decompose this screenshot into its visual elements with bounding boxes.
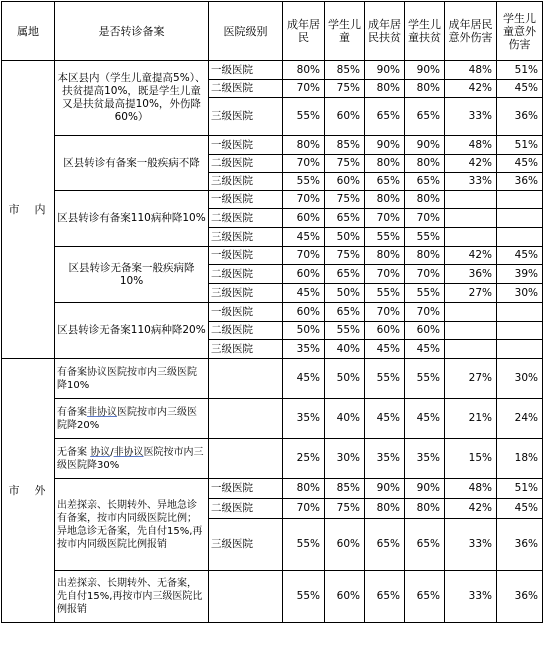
value-cell: 80% (365, 191, 405, 209)
value-cell: 33% (445, 98, 497, 136)
case-unfiled-general: 区县转诊无备案一般疾病降10% (55, 247, 209, 303)
value-cell: 65% (365, 173, 405, 191)
value-cell: 45% (497, 247, 543, 265)
value-cell: 55% (405, 228, 445, 247)
value-cell: 70% (365, 209, 405, 228)
header-adult-injury: 成年居民意外伤害 (445, 2, 497, 61)
value-cell: 85% (325, 136, 365, 155)
value-cell: 33% (445, 571, 497, 623)
value-cell: 21% (445, 399, 497, 439)
value-cell: 60% (283, 303, 325, 322)
value-cell: 27% (445, 284, 497, 303)
value-cell: 50% (283, 322, 325, 340)
value-cell: 80% (365, 499, 405, 519)
case-text: 无备案 (57, 446, 91, 458)
value-cell: 60% (325, 571, 365, 623)
value-cell: 42% (445, 499, 497, 519)
value-cell: 70% (405, 303, 445, 322)
level-cell: 一级医院 (209, 191, 283, 209)
case-text: 有备案 (57, 406, 87, 418)
case-out-agreement: 有备案协议医院按市内三级医院降10% (55, 359, 209, 399)
value-cell: 50% (325, 284, 365, 303)
value-cell: 70% (405, 209, 445, 228)
level-cell: 二级医院 (209, 265, 283, 284)
header-level: 医院级别 (209, 2, 283, 61)
level-cell: 一级医院 (209, 479, 283, 499)
table-row (2, 439, 543, 479)
value-cell: 60% (283, 209, 325, 228)
value-cell: 45% (405, 340, 445, 359)
table-row (2, 303, 543, 322)
value-cell: 80% (405, 247, 445, 265)
value-cell: 42% (445, 247, 497, 265)
level-cell-empty (209, 399, 283, 439)
value-cell: 55% (283, 571, 325, 623)
value-cell: 75% (325, 247, 365, 265)
value-cell: 35% (405, 439, 445, 479)
value-cell: 33% (445, 519, 497, 571)
case-text: 医院按市内三级医院降30% (57, 446, 204, 471)
value-cell: 45% (365, 340, 405, 359)
value-cell: 15% (445, 439, 497, 479)
value-cell (497, 209, 543, 228)
value-cell: 40% (325, 399, 365, 439)
value-cell: 75% (325, 155, 365, 173)
value-cell: 70% (283, 247, 325, 265)
value-cell: 70% (283, 499, 325, 519)
value-cell: 55% (365, 284, 405, 303)
value-cell: 24% (497, 399, 543, 439)
value-cell: 51% (497, 479, 543, 499)
table-row (2, 479, 543, 499)
value-cell: 80% (365, 155, 405, 173)
value-cell: 80% (405, 191, 445, 209)
value-cell: 25% (283, 439, 325, 479)
header-student-injury: 学生儿童意外伤害 (497, 2, 543, 61)
level-cell: 一级医院 (209, 247, 283, 265)
case-out-nonagreement (55, 399, 209, 439)
value-cell: 90% (365, 61, 405, 80)
value-cell: 70% (283, 155, 325, 173)
level-cell: 二级医院 (209, 499, 283, 519)
value-cell: 36% (497, 519, 543, 571)
value-cell (497, 228, 543, 247)
value-cell (497, 191, 543, 209)
value-cell: 75% (325, 191, 365, 209)
value-cell: 85% (325, 479, 365, 499)
value-cell: 60% (325, 98, 365, 136)
header-row (2, 2, 543, 61)
value-cell: 80% (365, 247, 405, 265)
value-cell: 80% (283, 479, 325, 499)
value-cell: 55% (283, 519, 325, 571)
value-cell: 65% (405, 519, 445, 571)
level-cell-empty (209, 439, 283, 479)
level-cell-empty (209, 359, 283, 399)
header-filing: 是否转诊备案 (55, 2, 209, 61)
table-row (2, 61, 543, 80)
value-cell: 65% (325, 303, 365, 322)
value-cell: 65% (325, 209, 365, 228)
value-cell: 45% (283, 284, 325, 303)
value-cell: 51% (497, 136, 543, 155)
value-cell: 36% (497, 98, 543, 136)
level-cell: 一级医院 (209, 136, 283, 155)
value-cell: 35% (283, 399, 325, 439)
header-student: 学生儿童 (325, 2, 365, 61)
table-row (2, 136, 543, 155)
value-cell: 36% (497, 571, 543, 623)
case-unfiled-110: 区县转诊无备案110病种降20% (55, 303, 209, 359)
value-cell: 70% (365, 265, 405, 284)
value-cell: 65% (405, 98, 445, 136)
value-cell: 90% (405, 136, 445, 155)
value-cell: 45% (497, 155, 543, 173)
value-cell: 65% (365, 571, 405, 623)
value-cell (445, 228, 497, 247)
value-cell: 30% (497, 284, 543, 303)
value-cell: 48% (445, 61, 497, 80)
value-cell: 90% (405, 61, 445, 80)
case-text-underlined: 非协议 (87, 406, 117, 418)
value-cell: 80% (405, 499, 445, 519)
value-cell: 65% (325, 265, 365, 284)
value-cell: 45% (283, 228, 325, 247)
case-text-underlined: 非协议 (113, 446, 144, 458)
level-cell: 一级医院 (209, 61, 283, 80)
value-cell: 48% (445, 136, 497, 155)
area-city-inner: 市 内 (2, 61, 55, 359)
value-cell: 39% (497, 265, 543, 284)
value-cell: 65% (405, 173, 445, 191)
value-cell: 65% (405, 571, 445, 623)
value-cell (445, 209, 497, 228)
case-in-county: 本区县内（学生儿童提高5%）、扶贫提高10%，既是学生儿童又是扶贫最高提10%，外伤降60%） (55, 61, 209, 136)
case-out-none (55, 439, 209, 479)
value-cell: 42% (445, 80, 497, 98)
value-cell: 90% (365, 136, 405, 155)
level-cell: 三级医院 (209, 228, 283, 247)
value-cell: 85% (325, 61, 365, 80)
value-cell: 70% (283, 191, 325, 209)
value-cell: 55% (405, 359, 445, 399)
value-cell (497, 303, 543, 322)
level-cell: 三级医院 (209, 284, 283, 303)
table-row (2, 571, 543, 623)
value-cell: 60% (405, 322, 445, 340)
case-filed-general: 区县转诊有备案一般疾病不降 (55, 136, 209, 191)
value-cell: 70% (405, 265, 445, 284)
value-cell: 80% (365, 80, 405, 98)
level-cell: 三级医院 (209, 98, 283, 136)
level-cell: 三级医院 (209, 340, 283, 359)
value-cell: 55% (283, 173, 325, 191)
value-cell: 90% (365, 479, 405, 499)
value-cell: 27% (445, 359, 497, 399)
value-cell (445, 191, 497, 209)
value-cell: 75% (325, 499, 365, 519)
value-cell: 70% (365, 303, 405, 322)
value-cell: 36% (445, 265, 497, 284)
value-cell: 50% (325, 228, 365, 247)
case-text: 医院按市内三级医院降20% (57, 406, 197, 431)
value-cell: 60% (365, 322, 405, 340)
value-cell: 45% (405, 399, 445, 439)
value-cell: 60% (325, 519, 365, 571)
table-row (2, 399, 543, 439)
value-cell: 45% (283, 359, 325, 399)
value-cell: 80% (405, 155, 445, 173)
case-filed-110: 区县转诊有备案110病种降10% (55, 191, 209, 247)
value-cell: 42% (445, 155, 497, 173)
value-cell (445, 303, 497, 322)
level-cell: 一级医院 (209, 303, 283, 322)
level-cell: 二级医院 (209, 155, 283, 173)
level-cell-empty (209, 571, 283, 623)
header-adult: 成年居民 (283, 2, 325, 61)
header-student-poor: 学生儿童扶贫 (405, 2, 445, 61)
table-row (2, 191, 543, 209)
table-row (2, 359, 543, 399)
level-cell: 三级医院 (209, 173, 283, 191)
value-cell: 33% (445, 173, 497, 191)
value-cell: 65% (365, 98, 405, 136)
value-cell (445, 322, 497, 340)
value-cell: 35% (283, 340, 325, 359)
level-cell: 二级医院 (209, 209, 283, 228)
case-out-travel-none: 出差探亲、长期转外、无备案，先自付15%,再按市内三级医院比例报销 (55, 571, 209, 623)
value-cell: 30% (325, 439, 365, 479)
case-text-underlined: 协议 (90, 446, 111, 458)
value-cell: 30% (497, 359, 543, 399)
value-cell: 50% (325, 359, 365, 399)
value-cell: 80% (283, 61, 325, 80)
table-row (2, 247, 543, 265)
value-cell (497, 322, 543, 340)
case-text: / (110, 446, 114, 458)
case-out-travel: 出差探亲、长期转外、异地急诊有备案，按市内同级医院比例；异地急诊无备案，先自付15%,再按市内同级医院比例报销 (55, 479, 209, 571)
value-cell: 55% (365, 359, 405, 399)
value-cell: 90% (405, 479, 445, 499)
value-cell: 55% (405, 284, 445, 303)
value-cell: 51% (497, 61, 543, 80)
value-cell: 45% (497, 499, 543, 519)
value-cell: 36% (497, 173, 543, 191)
area-city-outer: 市 外 (2, 359, 55, 623)
value-cell (445, 340, 497, 359)
value-cell (497, 340, 543, 359)
value-cell: 40% (325, 340, 365, 359)
value-cell: 18% (497, 439, 543, 479)
header-area: 属地 (2, 2, 55, 61)
value-cell: 48% (445, 479, 497, 499)
value-cell: 80% (283, 136, 325, 155)
value-cell: 55% (283, 98, 325, 136)
value-cell: 35% (365, 439, 405, 479)
level-cell: 三级医院 (209, 519, 283, 571)
value-cell: 65% (365, 519, 405, 571)
value-cell: 70% (283, 80, 325, 98)
header-adult-poor: 成年居民扶贫 (365, 2, 405, 61)
value-cell: 45% (365, 399, 405, 439)
value-cell: 55% (325, 322, 365, 340)
value-cell: 60% (283, 265, 325, 284)
reimbursement-table (1, 1, 543, 623)
value-cell: 55% (365, 228, 405, 247)
value-cell: 45% (497, 80, 543, 98)
level-cell: 二级医院 (209, 80, 283, 98)
level-cell: 二级医院 (209, 322, 283, 340)
value-cell: 75% (325, 80, 365, 98)
value-cell: 60% (325, 173, 365, 191)
value-cell: 80% (405, 80, 445, 98)
